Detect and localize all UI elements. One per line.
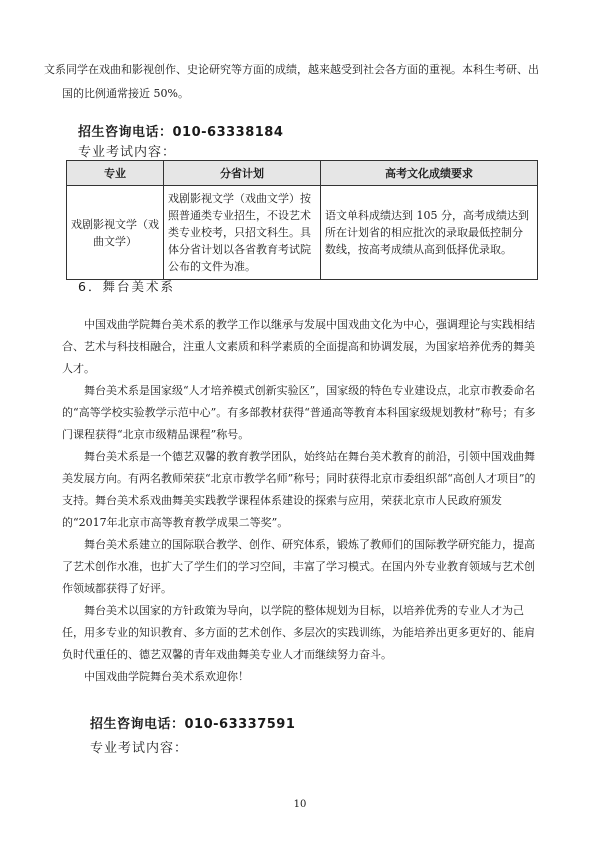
column-header-major: 专业 xyxy=(67,161,164,186)
cell-plan: 戏剧影视文学（戏曲文学）按照普通类专业招生，不设艺术类专业校考，只招文科生。具体分省计划以各省教育考试院公布的文件为准。 xyxy=(164,186,321,280)
admission-phone-label: 招生咨询电话：010-63338184 xyxy=(78,125,284,140)
closing-line: 中国戏曲学院舞台美术系欢迎你！ xyxy=(84,670,249,683)
admission-phone-label-2: 招生咨询电话：010-63337591 xyxy=(90,717,296,732)
body-paragraph: 舞台美术以国家的方针政策为导向，以学院的整体规划为目标，以培养优秀的专业人才为己任，用多专业的知识教育、多方面的艺术创作、多层次的实践训练，为能培养出更多更好的、能肩负时代重任的、德艺双馨的青年戏曲舞美专业人才而继续努力奋斗。 xyxy=(62,604,535,661)
body-paragraph: 中国戏曲学院舞台美术系的教学工作以继承与发展中国戏曲文化为中心，强调理论与实践相结合、艺术与科技相融合，注重人文素质和科学素质的全面提高和协调发展，为国家培养优秀的舞美人才。 xyxy=(62,318,535,375)
admission-table xyxy=(66,160,538,280)
body-paragraph: 舞台美术系是一个德艺双馨的教育教学团队，始终站在舞台美术教育的前沿，引领中国戏曲舞美发展方向。有两名教师荣获“北京市教学名师”称号；同时获得北京市委组织部“高创人才项目”的支持。舞台美术系戏曲舞美实践教学课程体系建设的探索与应用，荣获北京市人民政府颁发的“2017年北京市高等教育教学成果二等奖”。 xyxy=(62,450,536,529)
cell-requirement: 语文单科成绩达到 105 分，高考成绩达到所在计划省的相应批次的录取最低控制分数线，按高考成绩从高到低择优录取。 xyxy=(321,186,538,280)
intro-paragraph: 文系同学在戏曲和影视创作、史论研究等方面的成绩，越来越受到社会各方面的重视。本科生考研、出国的比例通常接近 50%。 xyxy=(44,63,539,100)
exam-content-label: 专业考试内容： xyxy=(78,145,177,160)
column-header-plan: 分省计划 xyxy=(164,161,321,186)
exam-content-label-2: 专业考试内容： xyxy=(90,741,189,756)
column-header-requirement: 高考文化成绩要求 xyxy=(321,161,538,186)
page-number: 10 xyxy=(293,799,307,810)
table-header-row xyxy=(67,161,538,186)
body-paragraph: 舞台美术系是国家级“人才培养模式创新实验区”，国家级的特色专业建设点，北京市教委命名的“高等学校实验教学示范中心”。有多部教材获得“普通高等教育本科国家级规划教材”称号；有多门课程获得“北京市级精品课程”称号。 xyxy=(62,384,536,441)
cell-major: 戏剧影视文学（戏曲文学） xyxy=(67,186,164,280)
body-paragraph: 舞台美术系建立的国际联合教学、创作、研究体系，锻炼了教师们的国际教学研究能力，提高了艺术创作水准，也扩大了学生们的学习空间，丰富了学习模式。在国内外专业教育领域与艺术创作领域都获得了好评。 xyxy=(62,538,535,595)
table-row xyxy=(67,186,538,280)
section-title: 6．舞台美术系 xyxy=(78,279,175,294)
